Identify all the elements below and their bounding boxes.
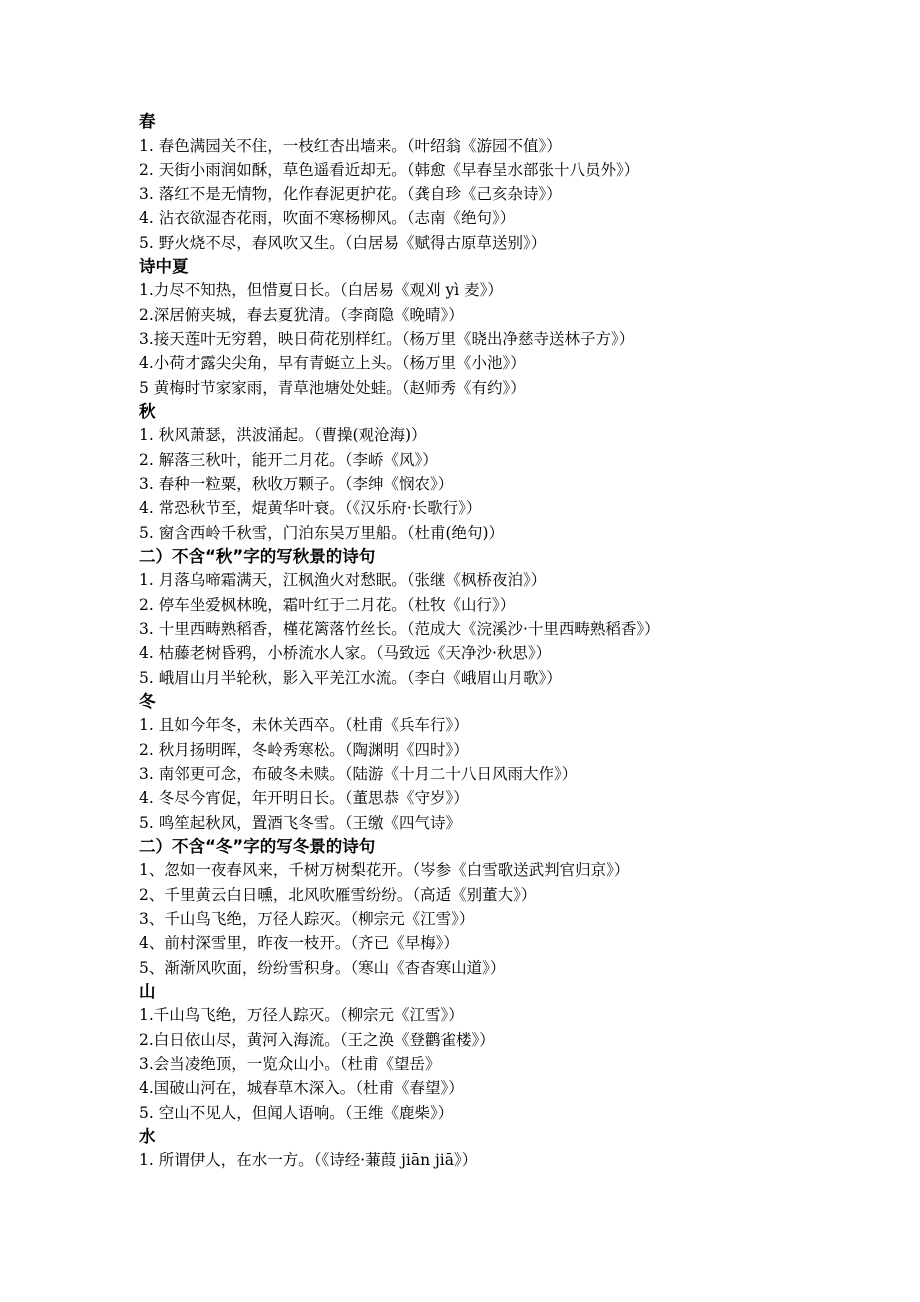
section-heading: 诗中夏 (139, 256, 189, 276)
poem-line: 4. 冬尽今宵促，年开明日长。（董思恭《守岁》） (139, 789, 469, 808)
poem-line: 4.小荷才露尖尖角，早有青蜓立上头。（杨万里《小池》） (139, 354, 526, 373)
poem-line: 5. 窗含西岭千秋雪，门泊东吴万里船。（杜甫(绝句)） (139, 523, 505, 542)
poem-line: 4、前村深雪里，昨夜一枝开。（齐已《早梅》） (139, 934, 459, 953)
section-heading: 冬 (139, 691, 156, 711)
poem-line: 2. 秋月扬明晖，冬岭秀寒松。（陶渊明《四时》） (139, 740, 469, 759)
poem-line: 4. 沾衣欲湿杏花雨，吹面不寒杨柳风。（志南《绝句》） (139, 209, 516, 228)
poem-line: 4.国破山河在，城春草木深入。（杜甫《春望》） (139, 1079, 464, 1098)
poem-line: 3. 十里西畴熟稻香，槿花篱落竹丝长。（范成大《浣溪沙·十里西畴熟稻香》） (139, 620, 660, 639)
section-heading: 二）不含“秋”字的写秋景的诗句 (139, 546, 376, 566)
poem-line: 1. 秋风萧瑟，洪波涌起。（曹操(观沧海)） (139, 426, 427, 445)
poem-line: 3.会当凌绝顶，一览众山小。（杜甫《望岳》 (139, 1055, 441, 1073)
poem-line: 3. 南邻更可念，布破冬未赎。（陆游《十月二十八日风雨大作》） (139, 765, 578, 784)
poem-line: 4. 枯藤老树昏鸦，小桥流水人家。（马致远《天净沙·秋思》） (139, 644, 552, 663)
poem-line: 1. 所谓伊人，在水一方。（《诗经·蒹葭 jiān jiā》） (139, 1151, 478, 1170)
poem-line: 5. 空山不见人，但闻人语响。（王维《鹿柴》） (139, 1103, 454, 1122)
poem-line: 2、千里黄云白日曛，北风吹雁雪纷纷。（高适《别董大》） (139, 885, 537, 904)
poem-line: 2.深居俯夹城，春去夏犹清。（李商隐《晚晴》） (139, 305, 464, 324)
section-heading: 二）不含“冬”字的写冬景的诗句 (139, 836, 376, 856)
poem-line: 5、渐渐风吹面，纷纷雪积身。（寒山《杳杳寒山道》） (139, 958, 506, 977)
poem-line: 5. 峨眉山月半轮秋，影入平羌江水流。（李白《峨眉山月歌》） (139, 668, 562, 687)
poem-line: 1. 春色满园关不住，一枝红杏出墙来。（叶绍翁《游园不值》） (139, 136, 562, 155)
section-heading: 水 (139, 1126, 156, 1146)
poem-line: 2. 停车坐爱枫林晚，霜叶红于二月花。（杜牧《山行》） (139, 595, 516, 614)
document-page (139, 110, 899, 1173)
poem-line: 2. 天街小雨润如酥，草色遥看近却无。（韩愈《早春呈水部张十八员外》） (139, 160, 640, 179)
poem-line: 3.接天莲叶无穷碧，映日荷花别样红。（杨万里《晓出净慈寺送林子方》） (139, 330, 635, 349)
poem-line: 3、千山鸟飞绝，万径人踪灭。（柳宗元《江雪》） (139, 910, 475, 929)
poem-line: 4. 常恐秋节至，焜黄华叶衰。（《汉乐府·长歌行》） (139, 499, 482, 518)
section-heading: 春 (139, 112, 156, 131)
poem-line: 3. 春种一粒粟，秋收万颗子。（李绅《悯农》） (139, 475, 454, 494)
poem-line: 3. 落红不是无情物，化作春泥更护花。（龚自珍《己亥杂诗》） (139, 185, 562, 204)
poem-line: 2.白日依山尽，黄河入海流。（王之涣《登鹳雀楼》） (139, 1030, 495, 1049)
poem-line: 5. 野火烧不尽，春风吹又生。（白居易《赋得古原草送别》） (139, 233, 547, 252)
section-heading: 山 (139, 981, 156, 1001)
poem-line: 1、忽如一夜春风来，千树万树梨花开。（岑参《白雪歌送武判官归京》） (139, 861, 630, 880)
poem-line: 5. 鸣笙起秋风，置酒飞冬雪。（王缴《四气诗》 (139, 813, 461, 832)
poem-line: 1.力尽不知热，但惜夏日长。（白居易《观刈 yì 麦》） (139, 281, 503, 300)
poem-line: 1. 且如今年冬，未休关西卒。（杜甫《兵车行》） (139, 716, 469, 735)
poem-line: 2. 解落三秋叶，能开二月花。（李峤《风》） (139, 450, 438, 469)
poem-line: 1.千山鸟飞绝，万径人踪灭。（柳宗元《江雪》） (139, 1006, 464, 1025)
poem-line: 1. 月落乌啼霜满天，江枫渔火对愁眠。（张继《枫桥夜泊》） (139, 571, 547, 590)
poem-line: 5 黄梅时节家家雨，青草池塘处处蛙。（赵师秀《有约》） (139, 378, 526, 397)
section-heading: 秋 (139, 401, 156, 421)
